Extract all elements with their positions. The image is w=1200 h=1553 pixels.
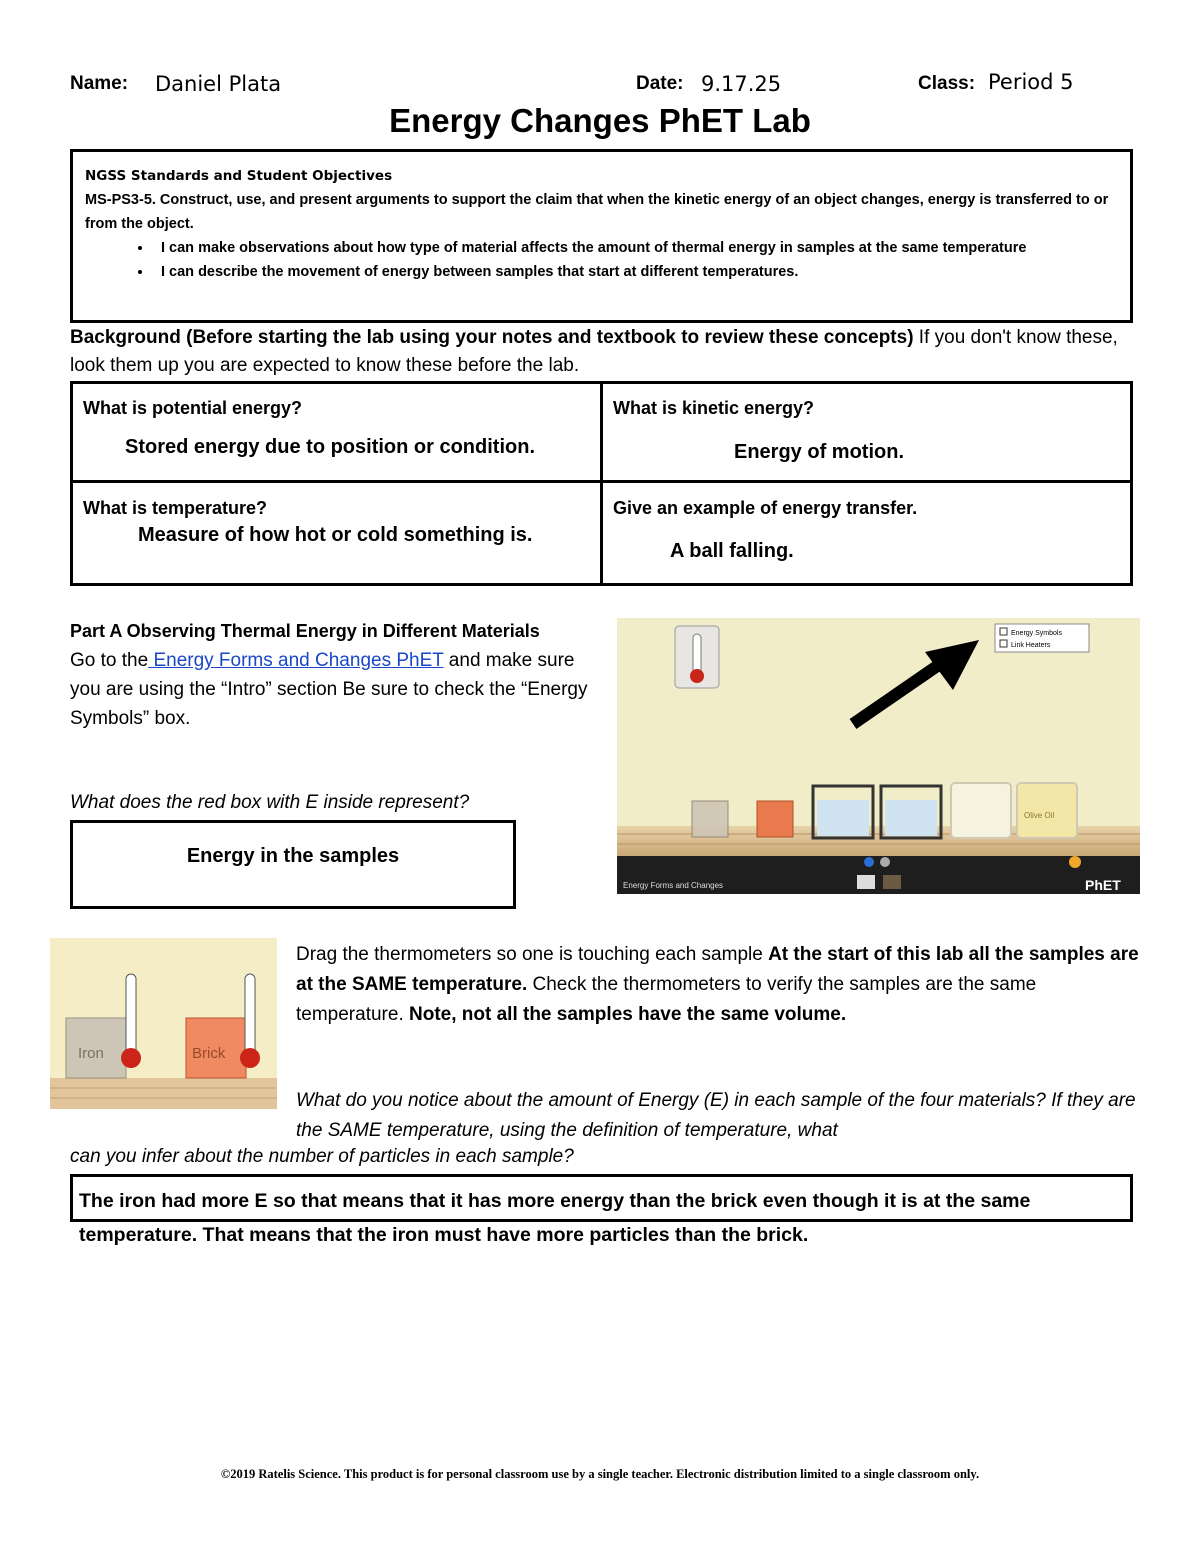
phet-link[interactable]: Energy Forms and Changes PhET: [148, 650, 444, 671]
question-2-continued: can you infer about the number of particles in each sample?: [70, 1146, 574, 1167]
instructions-text-2: Check the thermometers to verify the samples are the same temperature.: [296, 974, 1037, 1025]
iron-brick-scene: [50, 938, 277, 1109]
instructions-bold-2: Note, not all the samples have the same volume.: [409, 1004, 847, 1025]
date-value: 9.17.25: [701, 72, 782, 96]
qa-cell: [73, 483, 603, 583]
intro-text: Go to the: [70, 650, 149, 671]
answer-transfer: A ball falling.: [670, 540, 794, 562]
answer-temperature: Measure of how hot or cold something is.: [138, 524, 533, 546]
ngss-heading: NGSS Standards and Student Objectives: [85, 168, 393, 184]
page-title: Energy Changes PhET Lab: [389, 102, 811, 139]
intro-text-after: and make sure you are using the “Intro” section Be sure to check the “Energy Symbols” box.: [70, 650, 588, 729]
part-a-answer-box: [70, 820, 516, 909]
checkbox-energy-symbols[interactable]: Energy Symbols: [1011, 630, 1062, 637]
qa-table: [70, 381, 1133, 586]
part-a-intro: [70, 646, 600, 733]
class-label: Class:: [918, 73, 976, 94]
footer-copyright: ©2019 Ratelis Science. This product is for personal classroom use by a single teacher. Electronic distribution limited to a single classroom only.: [220, 1467, 980, 1481]
part-a-answer: Energy in the samples: [186, 845, 400, 867]
ngss-box: [70, 149, 1133, 323]
objectives-list: [85, 236, 1120, 284]
background-note: If you don't know these, look them up you are expected to know these before the lab.: [70, 327, 1118, 376]
instructions-bold: At the start of this lab all the samples are at the SAME temperature.: [296, 944, 1139, 995]
iron-brick-picture: [50, 938, 277, 1109]
name-label: Name:: [70, 73, 129, 94]
ngss-standard: MS-PS3-5. Construct, use, and present arguments to support the claim that when the kinetic energy of an object changes, energy is transferred to or from the object.: [85, 192, 1109, 232]
question-kinetic: What is kinetic energy?: [613, 398, 815, 418]
phet-sim-screenshot: [617, 618, 1140, 894]
beaker-label: Olive Oil: [1024, 811, 1055, 820]
sim-title: Energy Forms and Changes: [623, 881, 724, 890]
name-value: Daniel Plata: [155, 72, 282, 96]
background-heading: Background (Before starting the lab using your notes and textbook to review these concepts): [70, 327, 914, 348]
part-a-question: What does the red box with E inside represent?: [70, 792, 470, 813]
phet-logo: PhET: [1085, 877, 1121, 893]
iron-label: Iron: [78, 1045, 104, 1062]
qa-cell: [73, 384, 603, 483]
checkbox-link-heaters[interactable]: Link Heaters: [1011, 642, 1051, 649]
answer-potential: Stored energy due to position or condition.: [125, 436, 535, 458]
date-label: Date:: [636, 73, 684, 94]
question-potential: What is potential energy?: [83, 398, 303, 418]
part-a-section: [70, 617, 610, 733]
objective-item: • I can make observations about how type of material affects the amount of thermal energy in samples at the same temperature: [153, 236, 1120, 260]
thermometer-instructions: [296, 940, 1146, 1030]
instructions-text: Drag the thermometers so one is touching each sample: [296, 944, 769, 965]
brick-label: Brick: [192, 1045, 226, 1062]
answer-2-line1: The iron had more E so that means that it has more energy than the brick even though it is at the same: [79, 1190, 1031, 1212]
question-transfer: Give an example of energy transfer.: [613, 498, 918, 518]
question-temperature: What is temperature?: [83, 498, 268, 518]
part-a-heading: Part A Observing Thermal Energy in Different Materials: [70, 621, 540, 641]
question-2: What do you notice about the amount of Energy (E) in each sample of the four materials? If they are the SAME temperature, using the definition of temperature, what: [296, 1090, 1136, 1141]
qa-cell: [603, 384, 1130, 483]
sim-scene: [617, 618, 1140, 894]
class-value: Period 5: [988, 70, 1074, 94]
objective-item: • I can describe the movement of energy between samples that start at different temperatures.: [153, 260, 1120, 284]
background-text: [70, 324, 1140, 380]
answer-kinetic: Energy of motion.: [734, 441, 904, 463]
answer-2-line2: temperature. That means that the iron must have more particles than the brick.: [79, 1224, 809, 1246]
qa-cell: [603, 483, 1130, 583]
